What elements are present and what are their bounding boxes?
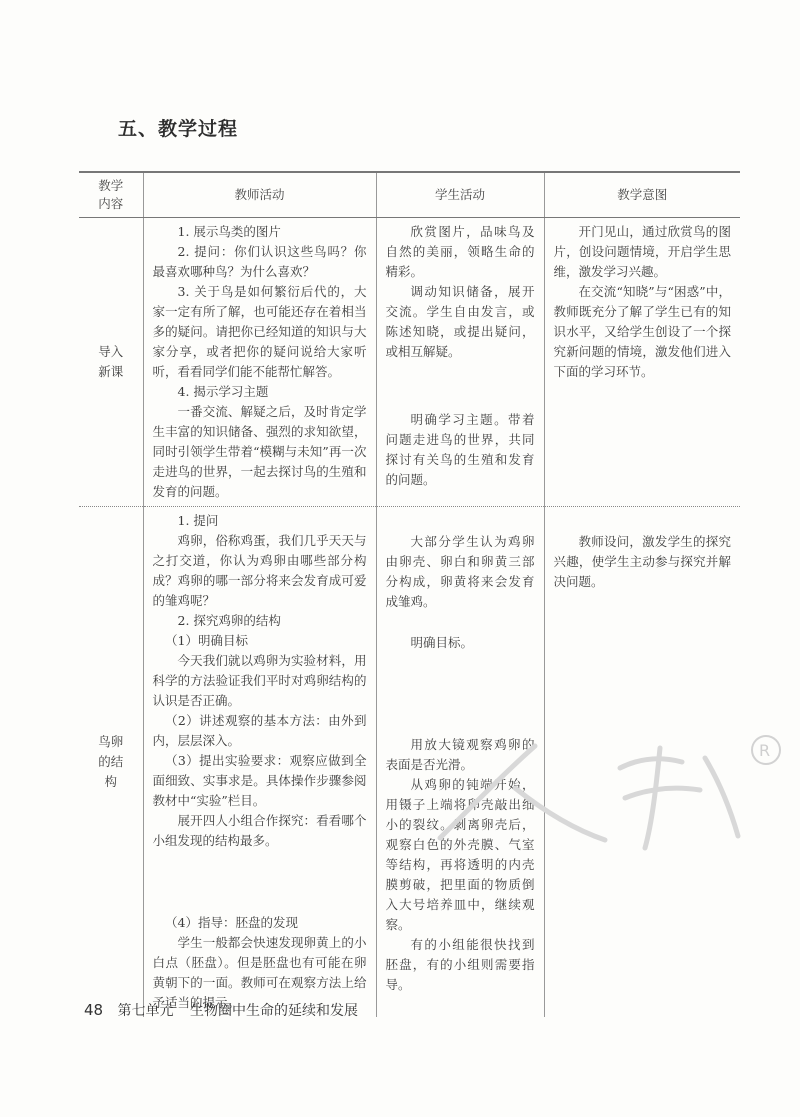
teacher-step: 2. 探究鸡卵的结构 (177, 613, 281, 628)
table-row (79, 218, 740, 507)
header-content: 教学内容 (79, 172, 143, 218)
table-header-row (79, 172, 740, 218)
teacher-step: 3. 关于鸟是如何繁衍后代的，大家一定有所了解，也可能还存在着相当多的疑问。请把你已经知道的知识与大家分享，或者把你的疑问说给大家听听，看看同学们能不能帮忙解答。 (152, 284, 367, 379)
teacher-step: （4）指导：胚盘的发现 (165, 915, 298, 930)
teacher-step: （1）明确目标 (165, 633, 248, 648)
stage-cell (79, 507, 143, 1018)
page-footer (84, 1000, 358, 1020)
intent-text: 开门见山，通过欣赏鸟的图片，创设问题情境，开启学生思维，激发学习兴趣。 (553, 224, 731, 279)
student-step: 欣赏图片，品味鸟及自然的美丽，领略生命的精彩。 (385, 224, 535, 279)
student-step: 用放大镜观察鸡卵的表面是否光滑。 (385, 737, 535, 772)
teaching-intent-cell (544, 218, 740, 507)
intent-text: 教师设问，激发学生的探究兴趣，使学生主动参与探究并解决问题。 (553, 534, 731, 589)
student-step: 大部分学生认为鸡卵由卵壳、卵白和卵黄三部分构成，卵黄将来会发育成雏鸡。 (385, 534, 535, 609)
student-step: 有的小组能很快找到胚盘，有的小组则需要指导。 (385, 937, 535, 992)
teacher-step: 1. 展示鸟类的图片 (177, 224, 281, 239)
teacher-step: 展开四人小组合作探究：看看哪个小组发现的结构最多。 (152, 813, 367, 848)
svg-text:R: R (759, 741, 771, 760)
unit-label: 第七单元 (117, 1003, 174, 1019)
teacher-step: 4. 揭示学习主题 (177, 384, 269, 399)
student-activity-cell (376, 218, 544, 507)
teacher-step: 一番交流、解疑之后，及时肯定学生丰富的知识储备、强烈的求知欲望，同时引领学生带着“模糊与未知”再一次走进鸟的世界，一起去探讨鸟的生殖和发育的问题。 (152, 404, 367, 499)
stage-label: 鸟卵的结构 (98, 734, 124, 789)
stage-cell (79, 218, 143, 507)
section-heading: 五、教学过程 (118, 118, 239, 140)
header-teaching-intent: 教学意图 (544, 172, 740, 218)
teacher-step: 今天我们就以鸡卵为实验材料，用科学的方法验证我们平时对鸡卵结构的认识是否正确。 (152, 653, 367, 708)
student-activity-cell (376, 507, 544, 1018)
teacher-step: 2. 提问：你们认识这些鸟吗？你最喜欢哪种鸟？为什么喜欢？ (152, 244, 367, 279)
header-student-activity: 学生活动 (376, 172, 544, 218)
teacher-step: 学生一般都会快速发现卵黄上的小白点（胚盘）。但是胚盘也有可能在卵黄朝下的一面。教师可在观察方法上给予适当的提示。 (152, 935, 367, 1010)
teacher-step: 1. 提问 (177, 513, 219, 528)
page-number: 48 (84, 1001, 104, 1019)
teaching-process-table (79, 171, 740, 1017)
intent-text: 在交流“知晓”与“困惑”中，教师既充分了解了学生已有的知识水平，又给学生创设了一个探究新问题的情境，激发他们进入下面的学习环节。 (553, 284, 731, 379)
student-step: 明确学习主题。带着问题走进鸟的世界，共同探讨有关鸟的生殖和发育的问题。 (385, 412, 535, 487)
teacher-activity-cell (143, 507, 376, 1018)
unit-title: 生物圈中生命的延续和发展 (190, 1003, 358, 1019)
student-step: 调动知识储备，展开交流。学生自由发言，或陈述知晓，或提出疑问，或相互解疑。 (385, 284, 535, 359)
stage-label: 导入新课 (98, 344, 124, 379)
teaching-intent-cell (544, 507, 740, 1018)
table-row (79, 507, 740, 1018)
teacher-step: （3）提出实验要求：观察应做到全面细致、实事求是。具体操作步骤参阅教材中“实验”栏目。 (152, 753, 367, 808)
student-step: 从鸡卵的钝端开始，用镊子上端将卵壳敲出细小的裂纹。剥离卵壳后，观察白色的外壳膜、气室等结构，再将透明的内壳膜剪破，把里面的物质倒入大号培养皿中，继续观察。 (385, 777, 535, 932)
student-step: 明确目标。 (410, 635, 474, 650)
header-teacher-activity: 教师活动 (143, 172, 376, 218)
teacher-step: 鸡卵，俗称鸡蛋，我们几乎天天与之打交道，你认为鸡卵由哪些部分构成？鸡卵的哪一部分将来会发育成可爱的雏鸡呢？ (152, 533, 367, 608)
teacher-activity-cell (143, 218, 376, 507)
teacher-step: （2）讲述观察的基本方法：由外到内，层层深入。 (152, 713, 367, 748)
